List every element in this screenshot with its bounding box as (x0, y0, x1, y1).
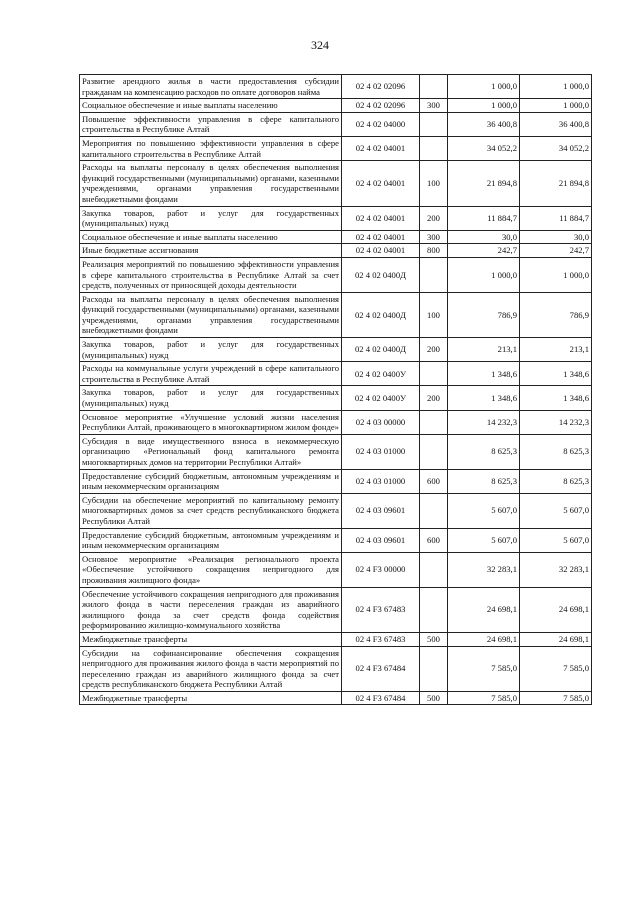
row-sum-year1-cell: 7 585,0 (448, 646, 520, 691)
row-sum-year1-cell: 21 894,8 (448, 161, 520, 206)
row-name-cell: Развитие арендного жилья в части предоставления субсидии гражданам на компенсацию расходов по оплате договоров найма (80, 75, 342, 99)
table-row (80, 434, 592, 469)
row-sum-year1-cell: 786,9 (448, 292, 520, 337)
row-sum-year1-cell: 34 052,2 (448, 136, 520, 160)
row-code-cell: 02 4 02 0400Д (342, 292, 420, 337)
row-expense-type-cell (420, 112, 448, 136)
row-sum-year2-cell: 1 348,6 (520, 386, 592, 410)
table-row (80, 244, 592, 258)
row-sum-year1-cell: 1 000,0 (448, 257, 520, 292)
row-name-cell: Межбюджетные трансферты (80, 691, 342, 705)
row-name-cell: Межбюджетные трансферты (80, 632, 342, 646)
row-code-cell: 02 4 02 0400Д (342, 338, 420, 362)
table-row (80, 469, 592, 493)
row-expense-type-cell (420, 136, 448, 160)
row-sum-year1-cell: 242,7 (448, 244, 520, 258)
row-expense-type-cell (420, 552, 448, 587)
row-expense-type-cell: 600 (420, 469, 448, 493)
table-row (80, 292, 592, 337)
budget-table (79, 74, 592, 705)
row-sum-year1-cell: 213,1 (448, 338, 520, 362)
row-sum-year1-cell: 1 348,6 (448, 362, 520, 386)
table-row (80, 691, 592, 705)
row-name-cell: Основное мероприятие «Улучшение условий жизни населения Республики Алтай, проживающего в многоквартирном жилом фонде» (80, 410, 342, 434)
row-expense-type-cell (420, 410, 448, 434)
row-sum-year2-cell: 242,7 (520, 244, 592, 258)
row-expense-type-cell: 200 (420, 338, 448, 362)
row-code-cell: 02 4 03 01000 (342, 469, 420, 493)
row-code-cell: 02 4 F3 00000 (342, 552, 420, 587)
row-sum-year1-cell: 1 348,6 (448, 386, 520, 410)
row-code-cell: 02 4 F3 67484 (342, 691, 420, 705)
table-row (80, 112, 592, 136)
row-code-cell: 02 4 02 04001 (342, 136, 420, 160)
row-sum-year2-cell: 14 232,3 (520, 410, 592, 434)
row-code-cell: 02 4 02 04001 (342, 206, 420, 230)
row-sum-year2-cell: 30,0 (520, 230, 592, 244)
row-expense-type-cell: 200 (420, 206, 448, 230)
table-row (80, 161, 592, 206)
row-sum-year2-cell: 24 698,1 (520, 632, 592, 646)
row-sum-year1-cell: 8 625,3 (448, 469, 520, 493)
table-row (80, 386, 592, 410)
row-code-cell: 02 4 02 04000 (342, 112, 420, 136)
row-sum-year1-cell: 1 000,0 (448, 75, 520, 99)
row-expense-type-cell: 800 (420, 244, 448, 258)
row-expense-type-cell: 500 (420, 691, 448, 705)
row-sum-year1-cell: 8 625,3 (448, 434, 520, 469)
row-code-cell: 02 4 F3 67483 (342, 587, 420, 632)
row-code-cell: 02 4 02 02096 (342, 99, 420, 113)
row-sum-year1-cell: 1 000,0 (448, 99, 520, 113)
table-row (80, 632, 592, 646)
table-row (80, 75, 592, 99)
row-sum-year1-cell: 11 884,7 (448, 206, 520, 230)
table-row (80, 99, 592, 113)
page-number: 324 (311, 38, 329, 52)
row-sum-year2-cell: 36 400,8 (520, 112, 592, 136)
row-sum-year2-cell: 213,1 (520, 338, 592, 362)
row-expense-type-cell: 300 (420, 99, 448, 113)
row-expense-type-cell: 300 (420, 230, 448, 244)
row-sum-year1-cell: 24 698,1 (448, 632, 520, 646)
row-code-cell: 02 4 F3 67484 (342, 646, 420, 691)
row-expense-type-cell (420, 257, 448, 292)
row-name-cell: Расходы на выплаты персоналу в целях обеспечения выполнения функций государственными (муниципальными) органами, казенными учреждениями, органами управления государственными внебюджетными фондами (80, 161, 342, 206)
row-code-cell: 02 4 03 09601 (342, 493, 420, 528)
row-code-cell: 02 4 03 09601 (342, 528, 420, 552)
table-row (80, 230, 592, 244)
row-expense-type-cell: 500 (420, 632, 448, 646)
row-expense-type-cell (420, 646, 448, 691)
row-name-cell: Расходы на выплаты персоналу в целях обеспечения выполнения функций государственными (муниципальными) органами, казенными учреждениями, органами управления государственными внебюджетными фондами (80, 292, 342, 337)
table-row (80, 528, 592, 552)
row-expense-type-cell: 100 (420, 292, 448, 337)
table-row (80, 410, 592, 434)
row-name-cell: Реализация мероприятий по повышению эффективности управления в сфере капитального строительства в Республике Алтай за счет средств, полученных от приносящей доходы деятельности (80, 257, 342, 292)
table-row (80, 552, 592, 587)
row-sum-year1-cell: 14 232,3 (448, 410, 520, 434)
table-row (80, 646, 592, 691)
row-name-cell: Субсидии на обеспечение мероприятий по капитальному ремонту многоквартирных домов за счет средств республиканского бюджета Республики Алтай (80, 493, 342, 528)
row-sum-year2-cell: 21 894,8 (520, 161, 592, 206)
table-row (80, 493, 592, 528)
table-row (80, 362, 592, 386)
row-sum-year2-cell: 1 000,0 (520, 75, 592, 99)
row-sum-year1-cell: 32 283,1 (448, 552, 520, 587)
row-name-cell: Основное мероприятие «Реализация регионального проекта «Обеспечение устойчивого сокращения непригодного для проживания жилищного фонда» (80, 552, 342, 587)
row-name-cell: Предоставление субсидий бюджетным, автономным учреждениям и иным некоммерческим организациям (80, 528, 342, 552)
row-sum-year2-cell: 24 698,1 (520, 587, 592, 632)
row-name-cell: Предоставление субсидий бюджетным, автономным учреждениям и иным некоммерческим организациям (80, 469, 342, 493)
table-row (80, 587, 592, 632)
row-code-cell: 02 4 03 01000 (342, 434, 420, 469)
row-name-cell: Повышение эффективности управления в сфере капитального строительства в Республике Алтай (80, 112, 342, 136)
row-sum-year2-cell: 1 000,0 (520, 257, 592, 292)
row-code-cell: 02 4 02 0400У (342, 362, 420, 386)
table-row (80, 206, 592, 230)
row-sum-year2-cell: 786,9 (520, 292, 592, 337)
row-sum-year2-cell: 5 607,0 (520, 528, 592, 552)
row-sum-year1-cell: 30,0 (448, 230, 520, 244)
table-body (80, 75, 592, 705)
row-sum-year1-cell: 36 400,8 (448, 112, 520, 136)
row-sum-year2-cell: 7 585,0 (520, 691, 592, 705)
row-expense-type-cell: 100 (420, 161, 448, 206)
row-name-cell: Социальное обеспечение и иные выплаты населению (80, 230, 342, 244)
row-name-cell: Закупка товаров, работ и услуг для государственных (муниципальных) нужд (80, 386, 342, 410)
row-name-cell: Социальное обеспечение и иные выплаты населению (80, 99, 342, 113)
row-code-cell: 02 4 02 02096 (342, 75, 420, 99)
row-code-cell: 02 4 02 0400Д (342, 257, 420, 292)
row-expense-type-cell: 600 (420, 528, 448, 552)
row-sum-year1-cell: 7 585,0 (448, 691, 520, 705)
row-name-cell: Субсидия в виде имущественного взноса в некоммерческую организацию «Региональный фонд капитального ремонта многоквартирных домов на территории Республики Алтай» (80, 434, 342, 469)
row-sum-year1-cell: 24 698,1 (448, 587, 520, 632)
row-name-cell: Субсидии на софинансирование обеспечения сокращения непригодного для проживания жилого фонда в части мероприятий по переселению граждан из аварийного жилищного фонда за счет средств республиканского бюджета Республики Алтай (80, 646, 342, 691)
row-name-cell: Расходы на коммунальные услуги учреждений в сфере капитального строительства в Республике Алтай (80, 362, 342, 386)
row-expense-type-cell: 200 (420, 386, 448, 410)
row-code-cell: 02 4 03 00000 (342, 410, 420, 434)
row-sum-year2-cell: 5 607,0 (520, 493, 592, 528)
table-row (80, 136, 592, 160)
row-expense-type-cell (420, 434, 448, 469)
row-sum-year1-cell: 5 607,0 (448, 493, 520, 528)
row-sum-year2-cell: 1 000,0 (520, 99, 592, 113)
row-code-cell: 02 4 F3 67483 (342, 632, 420, 646)
row-expense-type-cell (420, 587, 448, 632)
row-sum-year2-cell: 7 585,0 (520, 646, 592, 691)
row-expense-type-cell (420, 362, 448, 386)
row-sum-year2-cell: 8 625,3 (520, 434, 592, 469)
row-expense-type-cell (420, 493, 448, 528)
row-sum-year2-cell: 11 884,7 (520, 206, 592, 230)
row-sum-year2-cell: 8 625,3 (520, 469, 592, 493)
row-name-cell: Мероприятия по повышению эффективности управления в сфере капитального строительства в Республике Алтай (80, 136, 342, 160)
row-code-cell: 02 4 02 04001 (342, 161, 420, 206)
row-code-cell: 02 4 02 04001 (342, 244, 420, 258)
row-sum-year2-cell: 34 052,2 (520, 136, 592, 160)
row-name-cell: Закупка товаров, работ и услуг для государственных (муниципальных) нужд (80, 338, 342, 362)
row-name-cell: Закупка товаров, работ и услуг для государственных (муниципальных) нужд (80, 206, 342, 230)
row-code-cell: 02 4 02 04001 (342, 230, 420, 244)
row-expense-type-cell (420, 75, 448, 99)
row-sum-year2-cell: 32 283,1 (520, 552, 592, 587)
row-code-cell: 02 4 02 0400У (342, 386, 420, 410)
row-name-cell: Иные бюджетные ассигнования (80, 244, 342, 258)
table-row (80, 338, 592, 362)
row-sum-year2-cell: 1 348,6 (520, 362, 592, 386)
row-name-cell: Обеспечение устойчивого сокращения непригодного для проживания жилого фонда в части переселения граждан из аварийного жилищного фонда за счет средств фонда содействия реформированию жилищно-коммунального хозяйства (80, 587, 342, 632)
row-sum-year1-cell: 5 607,0 (448, 528, 520, 552)
table-row (80, 257, 592, 292)
